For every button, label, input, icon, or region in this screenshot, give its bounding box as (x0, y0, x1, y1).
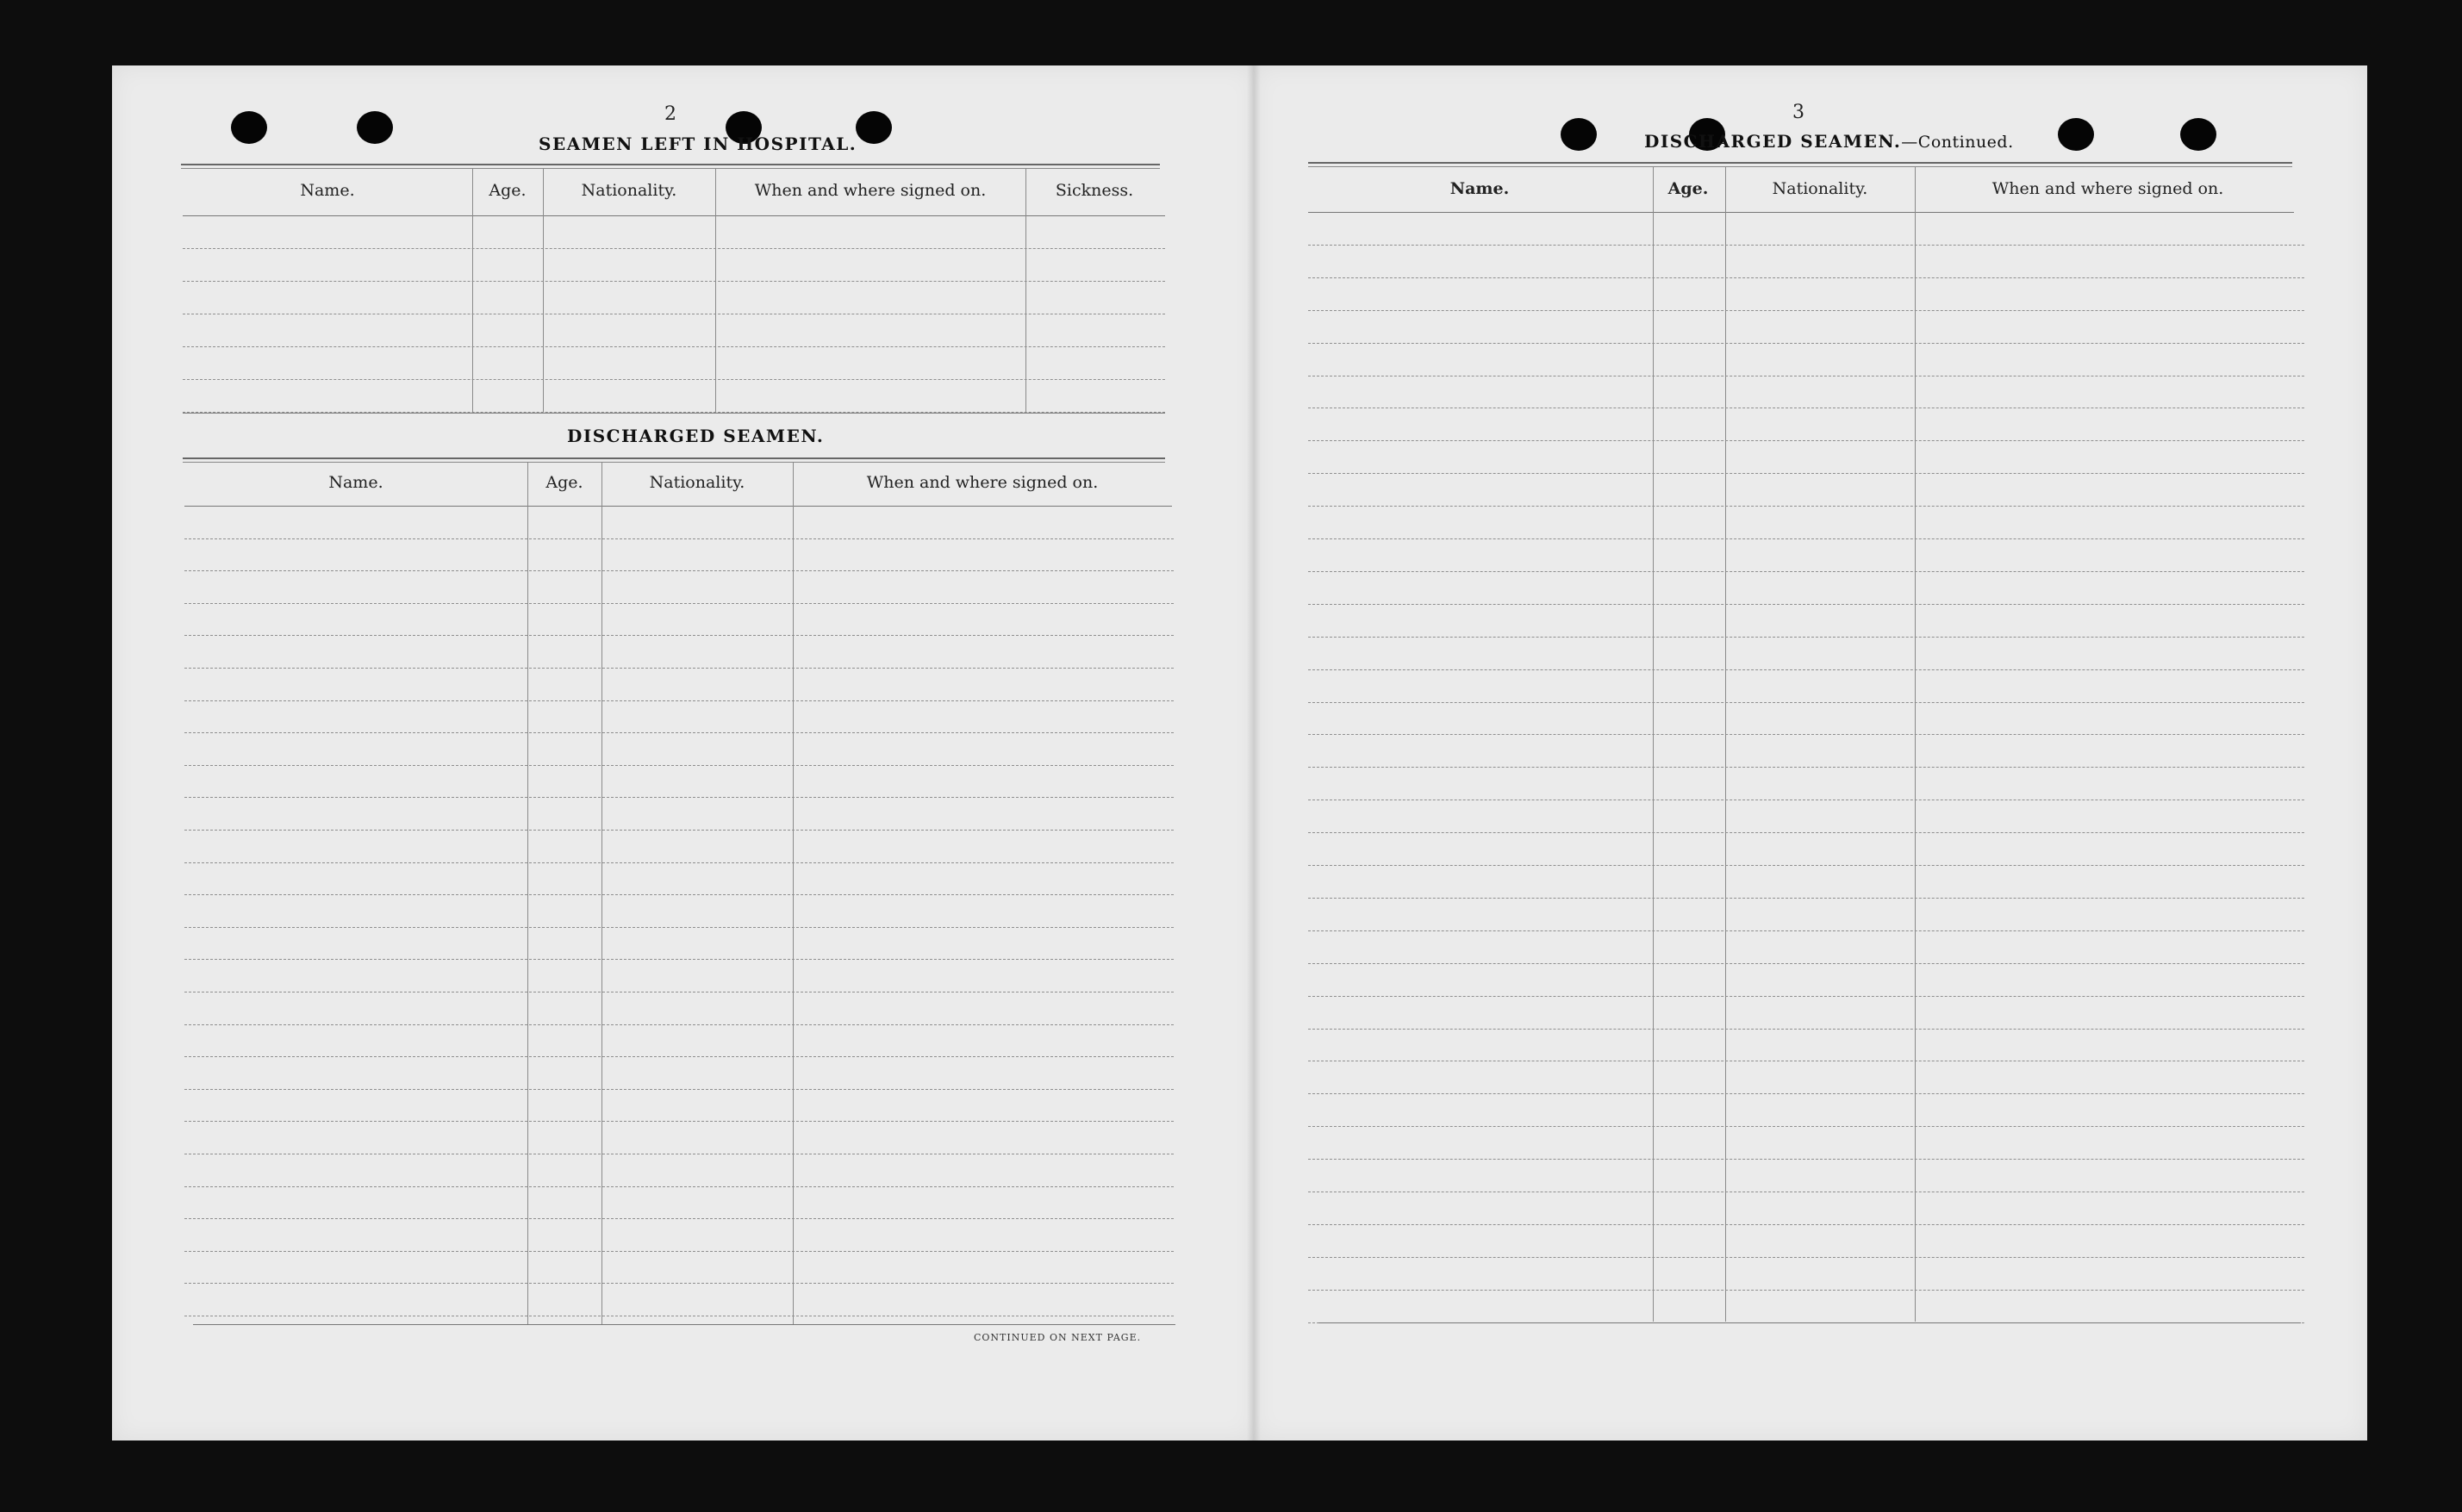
column-divider (601, 463, 602, 1324)
blank-entry-row (184, 765, 1174, 766)
blank-entry-row (1308, 277, 2304, 278)
blank-entry-row (1308, 440, 2304, 441)
blank-entry-row (183, 379, 1165, 380)
blank-entry-row (184, 927, 1174, 928)
blank-entry-row (1308, 702, 2304, 703)
punch-hole (1561, 118, 1597, 151)
blank-entry-row (184, 1186, 1174, 1187)
blank-entry-row (184, 538, 1174, 539)
blank-entry-row (1308, 473, 2304, 474)
discharged-table (184, 463, 1174, 1324)
column-header-age: Age. (1667, 179, 1709, 198)
hospital-table-title: SEAMEN LEFT IN HOSPITAL. (539, 134, 857, 154)
blank-entry-row (1308, 1257, 2304, 1258)
header-underline (184, 506, 1172, 507)
blank-entry-row (184, 603, 1174, 604)
blank-entry-row (1308, 1159, 2304, 1160)
column-header-signed-on: When and where signed on. (1991, 179, 2224, 198)
blank-entry-row (184, 862, 1174, 863)
discharged-continued-table (1308, 167, 2304, 1322)
discharged-table-bottom-rule (193, 1324, 1175, 1325)
right-table-bottom-rule (1318, 1322, 2301, 1323)
blank-entry-row (183, 248, 1165, 249)
blank-entry-row (1308, 604, 2304, 605)
blank-entry-row (184, 959, 1174, 960)
blank-entry-row (1308, 1093, 2304, 1094)
blank-entry-row (1308, 245, 2304, 246)
discharged-table-title: DISCHARGED SEAMEN. (567, 426, 825, 446)
right-table-title-text: DISCHARGED SEAMEN. (1644, 131, 1902, 152)
column-divider (1025, 169, 1026, 412)
right-table-title (1644, 131, 2014, 152)
blank-entry-row (1308, 571, 2304, 572)
blank-entry-row (1308, 865, 2304, 866)
blank-entry-row (184, 1121, 1174, 1122)
continued-footer: CONTINUED ON NEXT PAGE. (974, 1332, 1142, 1343)
blank-entry-row (184, 1251, 1174, 1252)
blank-entry-row (183, 281, 1165, 282)
blank-entry-row (184, 668, 1174, 669)
page-fold (1247, 65, 1261, 1440)
column-header-signed-on: When and where signed on. (866, 473, 1099, 492)
column-header-sickness: Sickness. (1055, 181, 1134, 200)
column-divider (793, 463, 794, 1324)
column-divider (527, 463, 528, 1324)
blank-entry-row (184, 894, 1174, 895)
punch-hole (856, 111, 892, 144)
column-divider (1915, 167, 1916, 1322)
column-divider (715, 169, 716, 412)
blank-entry-row (184, 1024, 1174, 1025)
blank-entry-row (1308, 767, 2304, 768)
blank-entry-row (1308, 1029, 2304, 1030)
blank-entry-row (184, 570, 1174, 571)
column-header-nationality: Nationality. (1772, 179, 1868, 198)
blank-entry-row (183, 346, 1165, 347)
hospital-table (183, 169, 1165, 412)
column-divider (543, 169, 544, 412)
page-number-right: 3 (1792, 102, 1804, 123)
column-header-name: Name. (328, 473, 383, 492)
blank-entry-row (184, 1089, 1174, 1090)
blank-entry-row (184, 732, 1174, 733)
header-underline (183, 215, 1165, 216)
blank-entry-row (184, 635, 1174, 636)
blank-entry-row (1308, 1290, 2304, 1291)
blank-entry-row (1308, 832, 2304, 833)
blank-entry-row (1308, 310, 2304, 311)
blank-entry-row (184, 700, 1174, 701)
blank-entry-row (1308, 963, 2304, 964)
blank-entry-row (1308, 343, 2304, 344)
blank-entry-row (1308, 1224, 2304, 1225)
blank-entry-row (1308, 506, 2304, 507)
blank-entry-row (184, 1218, 1174, 1219)
blank-entry-row (1308, 898, 2304, 899)
punch-hole (231, 111, 267, 144)
column-divider (472, 169, 473, 412)
column-header-signed-on: When and where signed on. (754, 181, 987, 200)
blank-entry-row (1308, 1126, 2304, 1127)
column-header-age: Age. (489, 181, 527, 200)
column-header-nationality: Nationality. (581, 181, 677, 200)
punch-hole (2180, 118, 2216, 151)
punch-hole (2058, 118, 2094, 151)
blank-entry-row (1308, 996, 2304, 997)
column-header-name: Name. (1449, 179, 1510, 198)
column-divider (1725, 167, 1726, 1322)
column-divider (1653, 167, 1654, 1322)
header-underline (1308, 212, 2294, 213)
blank-entry-row (1308, 538, 2304, 539)
blank-entry-row (184, 830, 1174, 831)
punch-hole (357, 111, 393, 144)
blank-entry-row (1308, 930, 2304, 931)
blank-entry-row (184, 1056, 1174, 1057)
right-table-title-suffix: —Continued. (1901, 133, 2014, 152)
column-header-name: Name. (300, 181, 355, 200)
blank-entry-row (1308, 637, 2304, 638)
column-header-age: Age. (545, 473, 583, 492)
hospital-table-bottom-rule (183, 413, 1165, 414)
blank-entry-row (184, 1283, 1174, 1284)
blank-entry-row (1308, 669, 2304, 670)
blank-entry-row (1308, 734, 2304, 735)
page-number-left: 2 (664, 103, 676, 125)
blank-entry-row (184, 797, 1174, 798)
column-header-nationality: Nationality. (649, 473, 745, 492)
